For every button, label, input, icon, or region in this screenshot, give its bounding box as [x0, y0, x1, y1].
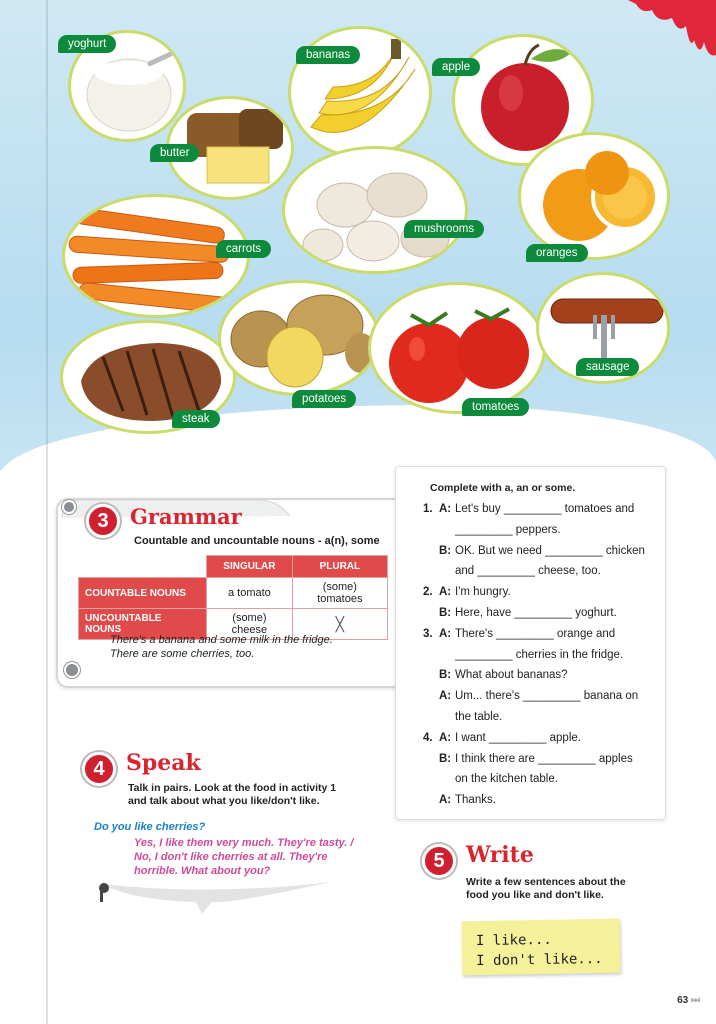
exercise-instruction: Complete with a, an or some.	[430, 482, 576, 494]
exercise-speaker: B:	[439, 752, 452, 765]
col-singular-header: SINGULAR	[207, 556, 293, 578]
exercise-line	[423, 690, 663, 711]
exercise-number: 3.	[423, 627, 433, 640]
exercise-line	[423, 711, 663, 732]
countable-singular-cell: a tomato	[207, 578, 293, 609]
speak-number-badge: 4	[82, 752, 116, 786]
exercise-speaker: A:	[439, 690, 452, 703]
food-label-apple: apple	[432, 58, 480, 76]
speak-instruction-2: and talk about what you like/don't like.	[128, 795, 320, 807]
speak-answer-3: horrible. What about you?	[134, 865, 271, 877]
speak-instruction-1: Talk in pairs. Look at the food in activity 1	[128, 782, 337, 794]
write-title: Write	[466, 842, 534, 868]
exercise-line	[423, 503, 663, 524]
exercise-text: There's _________ orange and	[455, 627, 616, 640]
exercise-text: on the kitchen table.	[455, 773, 558, 786]
exercise-line	[423, 669, 663, 690]
exercise-text: Um... there's _________ banana on	[455, 690, 639, 703]
exercise-text: Let's buy _________ tomatoes and	[455, 503, 635, 515]
speak-answer-1: Yes, I like them very much. They're tasty. /	[134, 837, 354, 849]
note-line-2: I don't like...	[476, 950, 603, 970]
paint-splash-decoration	[628, 0, 716, 60]
exercise-line	[423, 586, 663, 607]
exercise-number: 1.	[423, 503, 433, 515]
mushrooms-picture	[282, 146, 468, 274]
exercise-speaker: B:	[439, 544, 452, 557]
exercise-line	[423, 773, 663, 794]
exercise-line	[423, 545, 663, 566]
exercise-speaker: B:	[439, 669, 452, 682]
exercise-line	[423, 753, 663, 774]
speak-title: Speak	[126, 750, 201, 776]
row-countable-label: COUNTABLE NOUNS	[79, 578, 207, 609]
screw-icon	[62, 500, 76, 514]
food-label-carrots: carrots	[216, 240, 271, 258]
write-sticky-note	[462, 919, 621, 976]
write-instruction-1: Write a few sentences about the	[466, 876, 626, 888]
exercise-text: I'm hungry.	[455, 586, 511, 599]
grammar-subtitle: Countable and uncountable nouns - a(n), some	[134, 535, 380, 547]
food-label-potatoes: potatoes	[292, 390, 356, 408]
exercise-text: I want _________ apple.	[455, 731, 581, 744]
food-label-butter: butter	[150, 144, 199, 162]
food-label-mushrooms: mushrooms	[404, 220, 484, 238]
grammar-example-2: There are some cherries, too.	[110, 648, 255, 660]
exercise-text: the table.	[455, 710, 503, 723]
exercise-text: _________ peppers.	[455, 523, 561, 536]
exercise-text: OK. But we need _________ chicken	[455, 544, 645, 557]
grammar-table	[78, 555, 388, 640]
food-label-oranges: oranges	[526, 244, 588, 262]
exercise-number: 2.	[423, 586, 433, 599]
oranges-picture	[518, 132, 670, 260]
exercise-text: I think there are _________ apples	[455, 752, 633, 765]
speech-bubble-tail-icon	[92, 874, 332, 918]
exercise-line	[423, 732, 663, 753]
speak-answer-2: No, I don't like cherries at all. They're	[134, 851, 328, 863]
next-arrow-icon: ⏭	[691, 995, 700, 1006]
page-number	[677, 995, 700, 1006]
screw-icon	[64, 662, 80, 678]
exercise-text: What about bananas?	[455, 669, 568, 682]
cross-icon: ╳	[335, 615, 345, 632]
exercise-list	[423, 503, 663, 815]
col-plural-header: PLURAL	[292, 556, 387, 578]
food-label-yoghurt: yoghurt	[58, 35, 116, 53]
row-uncountable-label: UNCOUNTABLE NOUNS	[79, 609, 207, 640]
exercise-text: Here, have _________ yoghurt.	[455, 606, 617, 619]
exercise-line	[423, 607, 663, 628]
exercise-speaker: A:	[439, 794, 452, 807]
food-label-steak: steak	[172, 410, 220, 428]
grammar-number-badge: 3	[86, 504, 120, 538]
exercise-text: Thanks.	[455, 794, 496, 807]
write-instruction-2: food you like and don't like.	[466, 889, 604, 901]
exercise-line	[423, 794, 663, 815]
exercise-line	[423, 649, 663, 670]
exercise-speaker: A:	[439, 627, 452, 640]
potatoes-picture	[218, 280, 380, 396]
food-label-bananas: bananas	[296, 46, 360, 64]
exercise-line	[423, 628, 663, 649]
exercise-speaker: A:	[439, 731, 452, 744]
note-line-1: I like...	[475, 931, 552, 950]
page-spine	[46, 0, 48, 1024]
countable-plural-cell: (some) tomatoes	[292, 578, 387, 609]
tomatoes-picture	[368, 282, 546, 414]
food-label-sausage: sausage	[576, 358, 639, 376]
uncountable-singular-cell: (some) cheese	[207, 609, 293, 640]
exercise-text: and _________ cheese, too.	[455, 565, 601, 578]
exercise-line	[423, 565, 663, 586]
exercise-number: 4.	[423, 731, 433, 744]
food-label-tomatoes: tomatoes	[462, 398, 529, 416]
grammar-title: Grammar	[130, 504, 242, 529]
write-number-badge: 5	[422, 844, 456, 878]
exercise-text: _________ cherries in the fridge.	[455, 648, 624, 661]
page-number-text: 63	[677, 995, 689, 1006]
exercise-line	[423, 524, 663, 545]
exercise-speaker: B:	[439, 606, 452, 619]
speak-question: Do you like cherries?	[94, 821, 206, 833]
grammar-example-1: There's a banana and some milk in the fridge.	[110, 634, 333, 646]
exercise-speaker: A:	[439, 586, 452, 599]
exercise-speaker: A:	[439, 503, 452, 515]
